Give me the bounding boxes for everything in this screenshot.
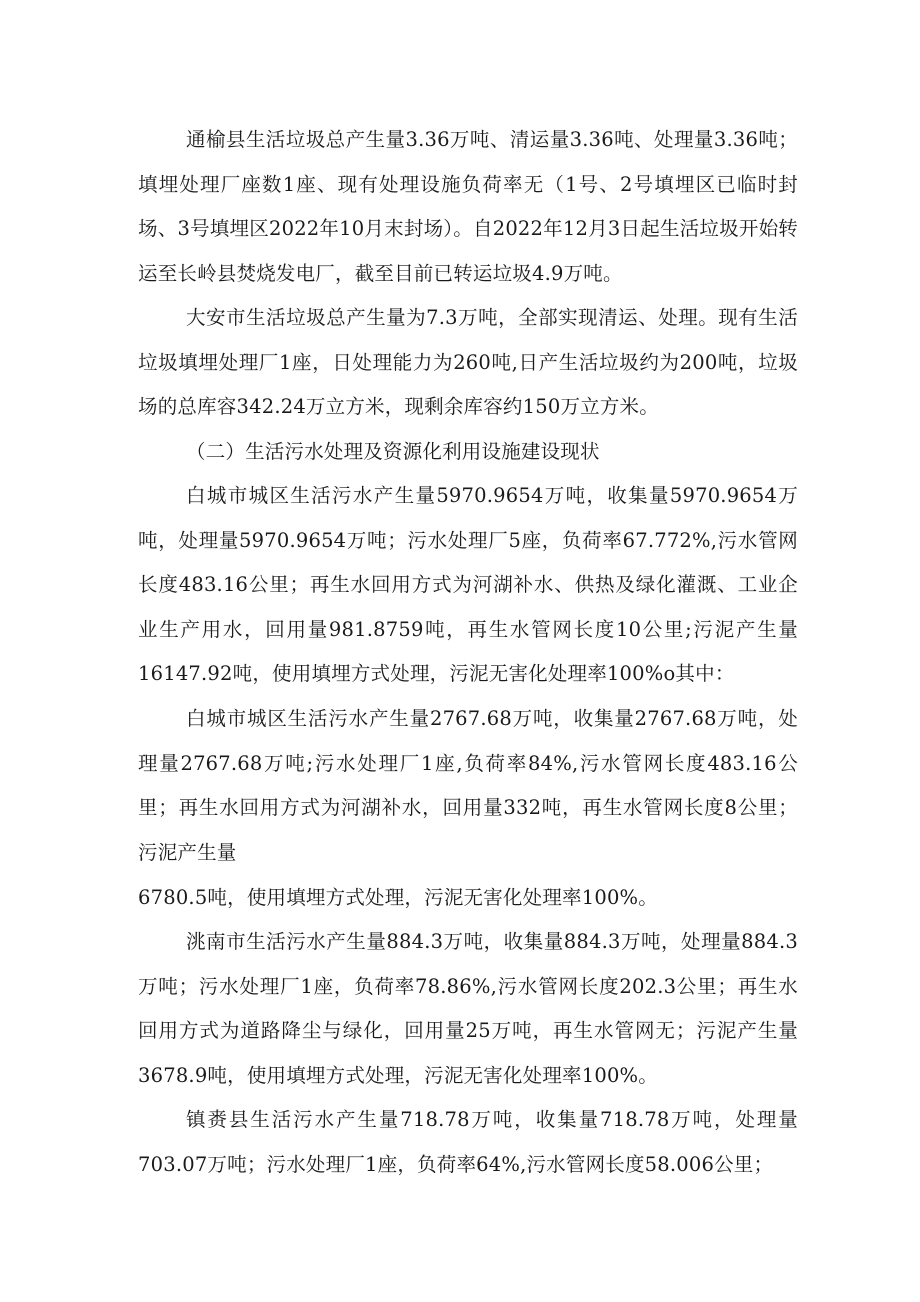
paragraph-zhenlai-sewage: 镇赉县生活污水产生量718.78万吨，收集量718.78万吨，处理量703.07万吨；污水处理厂1座，负荷率64%,污水管网长度58.006公里；: [138, 1108, 798, 1176]
paragraph-sludge-continuation: 6780.5吨，使用填埋方式处理，污泥无害化处理率100%。: [138, 886, 658, 909]
paragraph-baicheng-city-sewage: 白城市城区生活污水产生量2767.68万吨，收集量2767.68万吨，处理量2767.68万吨;污水处理厂1座,负荷率84%,污水管网长度483.16公里；再生水回用方式为河湖补水，回用量332吨，再生水管网长度8公里；污泥产生量: [138, 707, 798, 864]
paragraph-tongyu-waste: 通榆县生活垃圾总产生量3.36万吨、清运量3.36吨、处理量3.36吨；填埋处理厂座数1座、现有处理设施负荷率无（1号、2号填埋区已临时封场、3号填埋区2022年10月末封场）。自2022年12月3日起生活垃圾开始转运至长岭县焚烧发电厂，截至目前已转运垃圾4.9万吨。: [138, 128, 798, 285]
paragraph-taonan-sewage: 洮南市生活污水产生量884.3万吨，收集量884.3万吨，处理量884.3万吨；污水处理厂1座，负荷率78.86%,污水管网长度202.3公里；再生水回用方式为道路降尘与绿化，回用量25万吨，再生水管网无；污泥产生量3678.9吨，使用填埋方式处理，污泥无害化处理率100%。: [138, 930, 798, 1087]
section-heading-sewage: （二）生活污水处理及资源化利用设施建设现状: [186, 440, 600, 463]
paragraph-baicheng-sewage-total: 白城市城区生活污水产生量5970.9654万吨，收集量5970.9654万吨，处理量5970.9654万吨；污水处理厂5座，负荷率67.772%,污水管网长度483.16公里；再生水回用方式为河湖补水、供热及绿化灌溉、工业企业生产用水，回用量981.8759吨，再生水管网长度10公里;污泥产生量16147.92吨，使用填埋方式处理，污泥无害化处理率100%o其中：: [138, 484, 798, 685]
paragraph-daan-waste: 大安市生活垃圾总产生量为7.3万吨，全部实现清运、处理。现有生活垃圾填埋处理厂1座，日处理能力为260吨,日产生活垃圾约为200吨，垃圾场的总库容342.24万立方米，现剩余库容约150万立方米。: [138, 306, 798, 418]
